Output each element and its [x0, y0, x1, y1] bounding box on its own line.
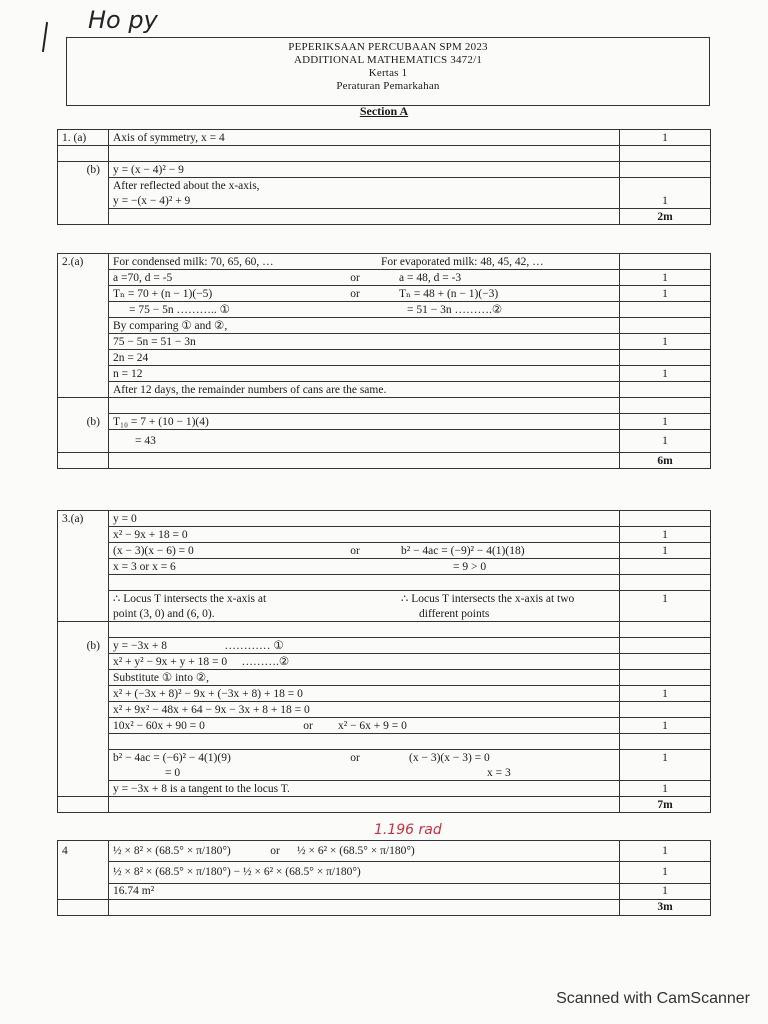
table-row — [58, 718, 711, 734]
answer-cell: T₁₀ = 7 + (10 − 1)(4) — [109, 414, 620, 430]
answer-cell: ½ × 8² × (68.5° × π/180°) − ½ × 6² × (68.5° × π/180°) — [109, 861, 620, 883]
answer-text: a =70, d = -5 — [113, 271, 173, 284]
mark-cell: 1 — [620, 334, 711, 350]
mark-cell: 1 — [620, 718, 711, 734]
mark-cell: 1 — [620, 861, 711, 883]
question-label: (b) — [58, 638, 109, 654]
answer-text: Tₙ = 70 + (n − 1)(−5) — [113, 287, 213, 300]
or-text: or — [270, 844, 280, 857]
answer-text: (x − 3)(x − 3) = 0 — [409, 751, 490, 764]
answer-cell: Substitute ① into ②, — [109, 670, 620, 686]
mark-cell: 1 — [620, 686, 711, 702]
table-row — [58, 899, 711, 915]
answer-cell: 2n = 24 — [109, 350, 620, 366]
table-row — [58, 178, 711, 194]
mark-cell: 1 — [620, 430, 711, 453]
section-title: Section A — [359, 104, 409, 118]
or-text: or — [350, 287, 360, 300]
table-row — [58, 162, 711, 178]
table-row — [58, 302, 711, 318]
table-row — [58, 559, 711, 575]
answer-text: For condensed milk: 70, 65, 60, … — [113, 255, 274, 268]
question-4-table — [57, 840, 711, 916]
answer-text: x = 3 or x = 6 — [113, 560, 176, 573]
mark-cell: 1 — [620, 750, 711, 766]
answer-cell: After reflected about the x-axis, — [109, 178, 620, 194]
header-line-1: PEPERIKSAAN PERCUBAAN SPM 2023 — [288, 41, 488, 53]
answer-text: ∴ Locus T intersects the x-axis at two — [401, 592, 575, 605]
answer-cell: 16.74 m² — [109, 883, 620, 899]
question-label: 2.(a) — [58, 254, 109, 270]
total-marks: 6m — [620, 453, 711, 469]
handwritten-name: Ho py — [88, 6, 158, 34]
mark-cell: 1 — [620, 270, 711, 286]
total-marks: 7m — [620, 797, 711, 813]
table-row — [58, 654, 711, 670]
table-row — [58, 781, 711, 797]
table-row — [58, 883, 711, 899]
scanner-watermark: Scanned with CamScanner — [556, 990, 750, 1007]
handwritten-note: 1.196 rad — [374, 822, 442, 838]
mark-cell: 1 — [620, 841, 711, 862]
answer-cell: = 43 — [109, 430, 620, 453]
answer-text: point (3, 0) and (6, 0). — [113, 607, 215, 620]
answer-text: Tₙ = 48 + (n − 1)(−3) — [399, 287, 499, 300]
or-text: or — [350, 544, 360, 557]
table-row — [58, 286, 711, 302]
answer-text: ½ × 8² × (68.5° × π/180°) — [113, 844, 231, 857]
answer-text: For evaporated milk: 48, 45, 42, … — [381, 255, 544, 268]
table-row — [58, 398, 711, 414]
table-row — [58, 606, 711, 622]
table-row — [58, 130, 711, 146]
or-text: or — [350, 751, 360, 764]
table-row — [58, 686, 711, 702]
total-marks: 3m — [620, 899, 711, 915]
answer-text: x² − 6x + 9 = 0 — [338, 719, 407, 732]
answer-cell: After 12 days, the remainder numbers of cans are the same. — [109, 382, 620, 398]
table-row — [58, 750, 711, 766]
answer-cell: 75 − 5n = 51 − 3n — [109, 334, 620, 350]
table-row — [58, 366, 711, 382]
answer-text: x = 3 — [487, 766, 511, 779]
table-row — [58, 765, 711, 781]
table-row — [58, 209, 711, 225]
answer-text: ½ × 6² × (68.5° × π/180°) — [297, 844, 415, 857]
answer-text: a = 48, d = -3 — [399, 271, 462, 284]
mark-cell: 1 — [620, 366, 711, 382]
mark-cell: 1 — [620, 527, 711, 543]
table-row — [58, 334, 711, 350]
answer-text: = 75 − 5n ……….. ① — [129, 303, 230, 316]
answer-cell: y = 0 — [109, 511, 620, 527]
answer-cell: y = −3x + 8 ………… ① — [109, 638, 620, 654]
answer-cell: x² + y² − 9x + y + 18 = 0 ……….② — [109, 654, 620, 670]
table-row — [58, 254, 711, 270]
answer-cell: y = −3x + 8 is a tangent to the locus T. — [109, 781, 620, 797]
mark-cell: 1 — [620, 543, 711, 559]
table-row — [58, 270, 711, 286]
table-row — [58, 453, 711, 469]
table-row — [58, 841, 711, 862]
or-text: or — [303, 719, 313, 732]
answer-text: = 51 − 3n ……….② — [407, 303, 503, 316]
answer-text: b² − 4ac = (−9)² − 4(1)(18) — [401, 544, 525, 557]
or-text: or — [350, 271, 360, 284]
answer-text: (x − 3)(x − 6) = 0 — [113, 544, 194, 557]
table-row — [58, 527, 711, 543]
answer-text: ∴ Locus T intersects the x-axis at — [113, 592, 267, 605]
answer-text: b² − 4ac = (−6)² − 4(1)(9) — [113, 751, 231, 764]
answer-text: = 9 > 0 — [453, 560, 487, 573]
answer-cell: x² + (−3x + 8)² − 9x + (−3x + 8) + 18 = 0 — [109, 686, 620, 702]
table-row — [58, 797, 711, 813]
mark-cell: 1 — [620, 414, 711, 430]
mark-cell: 1 — [620, 193, 711, 209]
margin-mark — [42, 22, 48, 52]
answer-text: different points — [419, 607, 490, 620]
table-row — [58, 861, 711, 883]
question-label: (b) — [58, 162, 109, 178]
mark-cell: 1 — [620, 286, 711, 302]
table-row — [58, 318, 711, 334]
question-1-table — [57, 129, 711, 225]
table-row — [58, 511, 711, 527]
table-row — [58, 543, 711, 559]
table-row — [58, 430, 711, 453]
table-row — [58, 702, 711, 718]
answer-cell: x² + 9x² − 48x + 64 − 9x − 3x + 8 + 18 = 0 — [109, 702, 620, 718]
mark-cell: 1 — [620, 130, 711, 146]
question-2-table — [57, 253, 711, 469]
question-label: 4 — [58, 841, 109, 862]
table-row — [58, 591, 711, 607]
question-3-table — [57, 510, 711, 813]
table-row — [58, 382, 711, 398]
header-line-2: ADDITIONAL MATHEMATICS 3472/1 — [293, 54, 483, 66]
table-row — [58, 193, 711, 209]
answer-cell: Axis of symmetry, x = 4 — [109, 130, 620, 146]
table-row — [58, 734, 711, 750]
header-box — [66, 37, 710, 106]
answer-cell: x² − 9x + 18 = 0 — [109, 527, 620, 543]
answer-text: = 0 — [165, 766, 181, 779]
table-row — [58, 622, 711, 638]
table-row — [58, 575, 711, 591]
table-row — [58, 670, 711, 686]
question-label: 1. (a) — [58, 130, 109, 146]
table-row — [58, 638, 711, 654]
total-marks: 2m — [620, 209, 711, 225]
question-label: (b) — [58, 414, 109, 430]
header-line-3: Kertas 1 — [368, 67, 408, 79]
table-row — [58, 146, 711, 162]
mark-cell: 1 — [620, 591, 711, 607]
question-label: 3.(a) — [58, 511, 109, 527]
answer-cell: By comparing ① and ②, — [109, 318, 620, 334]
header-line-4: Peraturan Pemarkahan — [336, 80, 440, 92]
mark-cell: 1 — [620, 883, 711, 899]
answer-cell: y = (x − 4)² − 9 — [109, 162, 620, 178]
table-row — [58, 414, 711, 430]
answer-text: 10x² − 60x + 90 = 0 — [113, 719, 205, 732]
answer-cell: n = 12 — [109, 366, 620, 382]
answer-cell: y = −(x − 4)² + 9 — [109, 193, 620, 209]
mark-cell: 1 — [620, 781, 711, 797]
table-row — [58, 350, 711, 366]
